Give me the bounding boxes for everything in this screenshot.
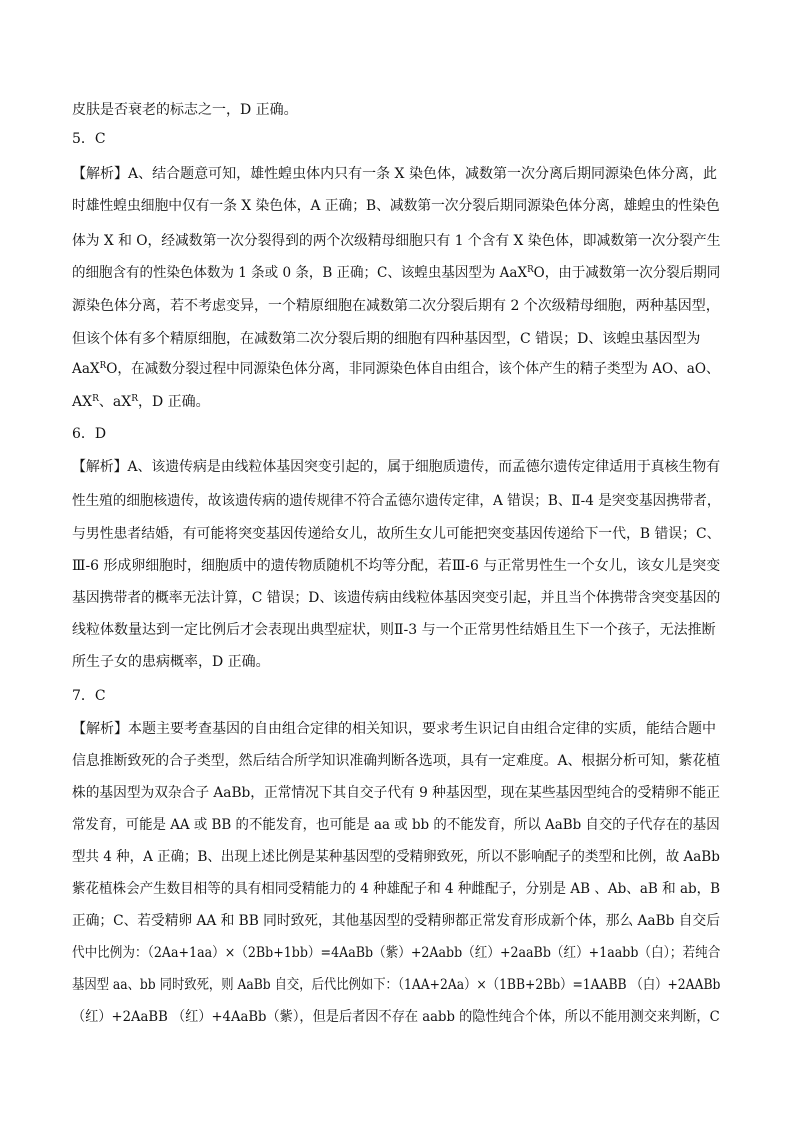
text-line <box>72 129 106 149</box>
text-run: 皮肤是否衰老的标志之一，D 正确。 <box>72 102 298 118</box>
text-line <box>72 751 720 771</box>
superscript: R <box>92 394 99 404</box>
text-line <box>72 524 720 544</box>
superscript: R <box>99 361 107 371</box>
text-run: 与男性患者结婚，有可能将突变基因传递给女儿，故所生女儿可能把突变基因传递给下一代，B 错误；C、 <box>72 526 721 542</box>
text-line <box>72 164 717 184</box>
text-line <box>72 359 720 379</box>
text-run: 6．D <box>72 426 107 442</box>
text-run: 正确；C、若受精卵 AA 和 BB 同时致死，其他基因型的受精卵都正常发育形成新个体，那么 AaBb 自交后 <box>72 913 720 929</box>
text-line <box>72 879 720 899</box>
superscript: R <box>131 394 138 404</box>
text-run: 【解析】本题主要考查基因的自由组合定律的相关知识，要求考生识记自由组合定律的实质，能结合题中 <box>72 721 716 737</box>
text-line <box>72 620 716 640</box>
text-run: 但该个体有多个精原细胞，在减数第二次分裂后期的细胞有四种基因型，C 错误；D、该蝗虫基因型为 <box>72 331 701 347</box>
text-line <box>72 231 720 251</box>
text-run: 株的基因型为双杂合子 AaBb，正常情况下其自交子代有 9 种基因型，现在某些基因型纯合的受精卵不能正 <box>72 785 720 801</box>
text-run: AaX <box>72 361 100 377</box>
text-run: O，在减数分裂过程中同源染色体分离，非同源染色体自由组合，该个体产生的精子类型为 AO、aO、 <box>106 361 720 377</box>
text-line <box>72 719 716 739</box>
text-run: 代中比例为：（2Aa+1aa）×（2Bb+1bb）=4AaBb（紫）+2Aabb（红）+2aaBb（红）+1aabb（白）；若纯合 <box>72 945 721 961</box>
text-run: （红）+2AaBB （红）+4AaBb（紫），但是后者因不存在 aabb 的隐性纯合个体，所以不能用测交来判断，C <box>72 1009 720 1025</box>
text-run: 性生殖的细胞核遗传，故该遗传病的遗传规律不符合孟德尔遗传定律，A 错误；B、Ⅱ-4 是突变基因携带者， <box>72 493 721 509</box>
text-run: 基因型 aa、bb 同时致死，则 AaBb 自交，后代比例如下：（1AA+2Aa）×（1BB+2Bb）=1AABB （白）+2AABb <box>72 977 721 993</box>
text-run: ，D 正确。 <box>137 394 210 410</box>
text-line <box>72 556 720 576</box>
text-line <box>72 329 700 349</box>
text-run: 7．C <box>72 688 106 704</box>
text-run: 时雄性蝗虫细胞中仅有一条 X 染色体，A 正确；B、减数第一次分裂后期同源染色体分离，雄蝗虫的性染色 <box>72 198 720 214</box>
text-line <box>72 1007 720 1027</box>
text-run: 源染色体分离，若不考虑变异，一个精原细胞在减数第二次分裂后期有 2 个次级精母细胞，两种基因型， <box>72 298 720 314</box>
text-run: 信息推断致死的合子类型，然后结合所学知识准确判断各选项，具有一定难度。A、根据分析可知，紫花植 <box>72 753 721 769</box>
text-line <box>72 686 106 706</box>
text-run: Ⅲ-6 形成卵细胞时，细胞质中的遗传物质随机不均等分配，若Ⅲ-6 与正常男性生一个女儿，该女儿是突变 <box>72 558 721 574</box>
text-run: 基因携带者的概率无法计算，C 错误；D、该遗传病由线粒体基因突变引起，并且当个体携带含突变基因的 <box>72 590 721 606</box>
text-line <box>72 424 106 444</box>
text-line <box>72 491 720 511</box>
text-line <box>72 652 270 672</box>
text-run: 5．C <box>72 131 106 147</box>
text-line <box>72 943 720 963</box>
text-run: 体为 X 和 O，经减数第一次分裂得到的两个次级精母细胞只有 1 个含有 X 染色体，即减数第一次分裂产生 <box>72 233 721 249</box>
text-line <box>72 911 720 931</box>
text-run: 线粒体数量达到一定比例后才会表现出典型症状，则Ⅱ-3 与一个正常男性结婚且生下一个孩子，无法推断 <box>72 622 716 638</box>
text-line <box>72 457 720 477</box>
text-run: 【解析】A、结合题意可知，雄性蝗虫体内只有一条 X 染色体，减数第一次分离后期同源染色体分离，此 <box>72 166 717 182</box>
text-run: 所生子女的患病概率，D 正确。 <box>72 654 270 670</box>
text-run: 的细胞含有的性染色体数为 1 条或 0 条，B 正确；C、该蝗虫基因型为 AaX <box>72 265 528 281</box>
text-run: 常发育，可能是 AA 或 BB 的不能发育，也可能是 aa 或 bb 的不能发育，所以 AaBb 自交的子代存在的基因 <box>72 817 720 833</box>
text-line <box>72 847 720 867</box>
text-run: 、aX <box>98 394 132 410</box>
text-line <box>72 196 720 216</box>
text-line <box>72 392 210 412</box>
text-line <box>72 263 720 283</box>
text-run: 紫花植株会产生数目相等的具有相同受精能力的 4 种雄配子和 4 种雌配子，分别是 AB 、Ab、aB 和 ab，B <box>72 881 721 897</box>
text-run: AX <box>72 394 93 410</box>
text-line <box>72 100 298 120</box>
text-line <box>72 296 720 316</box>
superscript: R <box>527 265 534 275</box>
text-line <box>72 815 720 835</box>
text-run: O，由于减数第一次分裂后期同 <box>533 265 721 281</box>
text-run: 【解析】A、该遗传病是由线粒体基因突变引起的，属于细胞质遗传，而孟德尔遗传定律适用于真核生物有 <box>72 459 721 475</box>
text-line <box>72 783 720 803</box>
text-run: 型共 4 种，A 正确；B、出现上述比例是某种基因型的受精卵致死，所以不影响配子的类型和比例，故 AaBb <box>72 849 720 865</box>
text-line <box>72 975 720 995</box>
text-line <box>72 588 720 608</box>
